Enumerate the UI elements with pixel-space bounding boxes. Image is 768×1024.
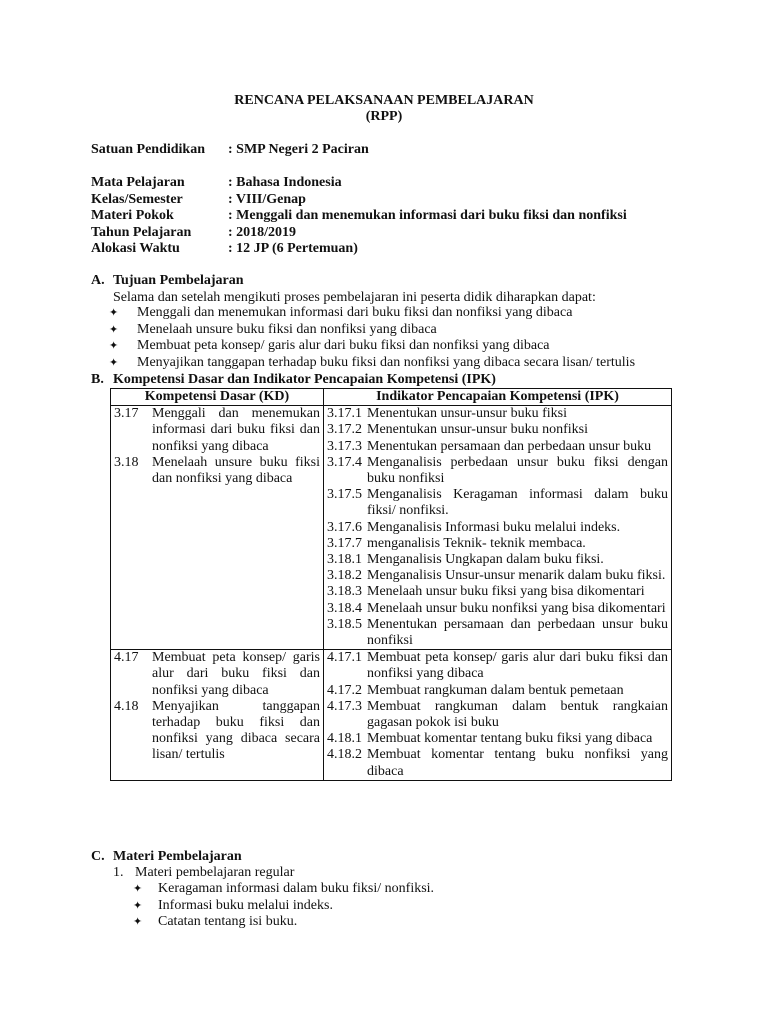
objective-list xyxy=(109,305,635,371)
meta-value: : SMP Negeri 2 Paciran xyxy=(228,142,369,157)
competency-table xyxy=(110,388,672,781)
ipk-number: 3.18.1 xyxy=(327,552,362,568)
ipk-text: Menelaah unsur buku fiksi yang bisa dikomentari xyxy=(367,584,645,600)
ipk-text: menganalisis Teknik- teknik membaca. xyxy=(367,535,586,551)
ipk-text: Membuat komentar tentang buku nonfiksi yang dibaca xyxy=(367,747,668,779)
section-a-heading xyxy=(91,273,244,289)
list-item-text: Menggali dan menemukan informasi dari buku fiksi dan nonfiksi yang dibaca xyxy=(137,305,573,320)
list-item xyxy=(133,881,434,898)
list-item xyxy=(133,898,434,915)
ipk-number: 3.17.6 xyxy=(327,519,362,535)
meta-value: : 12 JP (6 Pertemuan) xyxy=(228,241,358,256)
column-header-kd: Kompetensi Dasar (KD) xyxy=(111,389,324,406)
ipk-number: 3.17.3 xyxy=(327,438,362,454)
ipk-cell xyxy=(324,406,672,650)
kd-entry xyxy=(114,650,320,699)
document-title: RENCANA PELAKSANAAN PEMBELAJARAN xyxy=(234,93,534,108)
ipk-number: 3.17.2 xyxy=(327,422,362,438)
list-item xyxy=(109,355,635,372)
ipk-number: 3.18.2 xyxy=(327,568,362,584)
ipk-entry xyxy=(327,584,668,600)
list-item-text: Menelaah unsure buku fiksi dan nonfiksi yang dibaca xyxy=(137,321,437,337)
ipk-number: 3.17.1 xyxy=(327,406,362,422)
kd-number: 4.18 xyxy=(114,698,139,714)
meta-label: Satuan Pendidikan xyxy=(91,142,205,157)
ipk-text: Membuat rangkuman dalam bentuk rangkaian gagasan pokok isi buku xyxy=(367,698,668,731)
ipk-text: Membuat komentar tentang buku fiksi yang dibaca xyxy=(367,731,653,747)
section-b-heading xyxy=(91,372,496,388)
ipk-entry xyxy=(327,422,668,438)
meta-label: Kelas/Semester xyxy=(91,191,183,207)
ipk-number: 4.18.1 xyxy=(327,731,362,747)
materi-sub-heading xyxy=(113,865,294,882)
meta-row xyxy=(91,192,627,209)
ipk-number: 4.17.3 xyxy=(327,698,362,714)
ipk-number: 3.17.7 xyxy=(327,535,362,551)
kd-text: Menyajikan tanggapan terhadap buku fiksi dan nonfiksi yang dibaca secara lisan/ tertulis xyxy=(152,698,320,763)
table-row xyxy=(111,650,672,781)
star-bullet-icon: ✦ xyxy=(109,340,119,352)
meta-block xyxy=(91,175,627,258)
sub-number: 1. xyxy=(113,865,124,880)
ipk-text: Menentukan persamaan dan perbedaan unsur buku nonfiksi xyxy=(367,616,668,649)
ipk-entry xyxy=(327,552,668,568)
star-bullet-icon: ✦ xyxy=(133,899,143,912)
kd-entry xyxy=(114,455,320,487)
section-title: Materi Pembelajaran xyxy=(113,849,242,864)
star-bullet-icon: ✦ xyxy=(133,883,143,895)
section-title: Kompetensi Dasar dan Indikator Pencapaian Kompetensi (IPK) xyxy=(113,372,496,387)
list-item xyxy=(133,914,434,931)
sub-label: Materi pembelajaran regular xyxy=(135,865,295,880)
section-a-intro: Selama dan setelah mengikuti proses pembelajaran ini peserta didik diharapkan dapat: xyxy=(113,290,596,305)
meta-school xyxy=(91,142,369,159)
ipk-entry xyxy=(327,568,668,584)
ipk-text: Menelaah unsur buku nonfiksi yang bisa dikomentari xyxy=(367,600,666,616)
meta-value: : VIII/Genap xyxy=(228,191,306,207)
ipk-entry xyxy=(327,699,668,731)
star-bullet-icon: ✦ xyxy=(109,323,119,336)
ipk-entry xyxy=(327,406,668,422)
ipk-entry xyxy=(327,747,668,779)
meta-row xyxy=(91,208,627,225)
meta-value: : Bahasa Indonesia xyxy=(228,175,342,190)
kd-text: Menelaah unsure buku fiksi dan nonfiksi yang dibaca xyxy=(152,454,320,487)
meta-value: : 2018/2019 xyxy=(228,224,297,240)
ipk-number: 3.17.4 xyxy=(327,454,362,470)
ipk-entry xyxy=(327,487,668,519)
ipk-number: 4.17.2 xyxy=(327,682,362,698)
list-item-text: Menyajikan tanggapan terhadap buku fiksi dan nonfiksi yang dibaca secara lisan/ tertulis xyxy=(137,354,636,370)
meta-row xyxy=(91,241,627,258)
meta-label: Alokasi Waktu xyxy=(91,241,180,256)
ipk-entry xyxy=(327,601,668,617)
section-letter: C. xyxy=(91,849,105,864)
ipk-number: 3.18.3 xyxy=(327,584,362,600)
section-c-heading xyxy=(91,849,242,865)
ipk-text: Menganalisis Ungkapan dalam buku fiksi. xyxy=(367,552,604,568)
table-header-row xyxy=(111,389,672,406)
star-bullet-icon: ✦ xyxy=(133,916,143,928)
meta-row xyxy=(91,175,627,192)
kd-cell xyxy=(111,650,324,781)
section-title: Tujuan Pembelajaran xyxy=(113,273,244,288)
ipk-entry xyxy=(327,455,668,487)
materi-list xyxy=(133,881,434,931)
kd-entry xyxy=(114,406,320,455)
ipk-text: Menentukan persamaan dan perbedaan unsur buku xyxy=(367,438,652,454)
ipk-text: Menentukan unsur-unsur buku nonfiksi xyxy=(367,422,588,438)
meta-label: Mata Pelajaran xyxy=(91,175,185,190)
ipk-text: Menganalisis Unsur-unsur menarik dalam buku fiksi. xyxy=(367,568,666,584)
list-item-text: Membuat peta konsep/ garis alur dari buku fiksi dan nonfiksi yang dibaca xyxy=(137,338,550,353)
list-item xyxy=(109,305,635,322)
ipk-text: Menentukan unsur-unsur buku fiksi xyxy=(367,406,567,422)
section-letter: B. xyxy=(91,372,104,387)
list-item-text: Catatan tentang isi buku. xyxy=(158,914,298,929)
ipk-text: Membuat rangkuman dalam bentuk pemetaan xyxy=(367,682,624,698)
ipk-text: Menganalisis Informasi buku melalui indeks. xyxy=(367,519,621,535)
column-header-ipk: Indikator Pencapaian Kompetensi (IPK) xyxy=(324,389,672,406)
document-subtitle: (RPP) xyxy=(365,109,403,124)
ipk-number: 3.18.5 xyxy=(327,616,362,632)
list-item xyxy=(109,338,635,355)
ipk-cell xyxy=(324,650,672,781)
ipk-number: 3.18.4 xyxy=(327,600,362,616)
ipk-entry xyxy=(327,520,668,536)
kd-text: Membuat peta konsep/ garis alur dari buku fiksi dan nonfiksi yang dibaca xyxy=(152,650,320,698)
ipk-number: 4.18.2 xyxy=(327,747,362,763)
section-letter: A. xyxy=(91,273,105,288)
kd-text: Menggali dan menemukan informasi dari buku fiksi dan nonfiksi yang dibaca xyxy=(152,406,320,454)
list-item-text: Informasi buku melalui indeks. xyxy=(158,897,333,913)
star-bullet-icon: ✦ xyxy=(109,356,119,369)
ipk-entry xyxy=(327,731,668,747)
ipk-text: Membuat peta konsep/ garis alur dari buku fiksi dan nonfiksi yang dibaca xyxy=(367,650,668,682)
ipk-entry xyxy=(327,683,668,699)
star-bullet-icon: ✦ xyxy=(109,307,119,319)
meta-label: Materi Pokok xyxy=(91,208,174,223)
ipk-number: 4.17.1 xyxy=(327,650,362,666)
ipk-text: Menganalisis perbedaan unsur buku fiksi dengan buku nonfiksi xyxy=(367,454,668,487)
table-row xyxy=(111,406,672,650)
kd-number: 3.18 xyxy=(114,454,139,470)
meta-row xyxy=(91,225,627,242)
list-item-text: Keragaman informasi dalam buku fiksi/ nonfiksi. xyxy=(158,881,435,896)
ipk-entry xyxy=(327,617,668,649)
list-item xyxy=(109,322,635,339)
ipk-entry xyxy=(327,439,668,455)
kd-number: 3.17 xyxy=(114,406,139,422)
ipk-entry xyxy=(327,650,668,682)
ipk-number: 3.17.5 xyxy=(327,487,362,503)
kd-entry xyxy=(114,699,320,764)
meta-label: Tahun Pelajaran xyxy=(91,224,192,240)
ipk-text: Menganalisis Keragaman informasi dalam buku fiksi/ nonfiksi. xyxy=(367,487,668,519)
ipk-entry xyxy=(327,536,668,552)
meta-value: : Menggali dan menemukan informasi dari buku fiksi dan nonfiksi xyxy=(228,208,627,223)
kd-cell xyxy=(111,406,324,650)
kd-number: 4.17 xyxy=(114,650,139,666)
